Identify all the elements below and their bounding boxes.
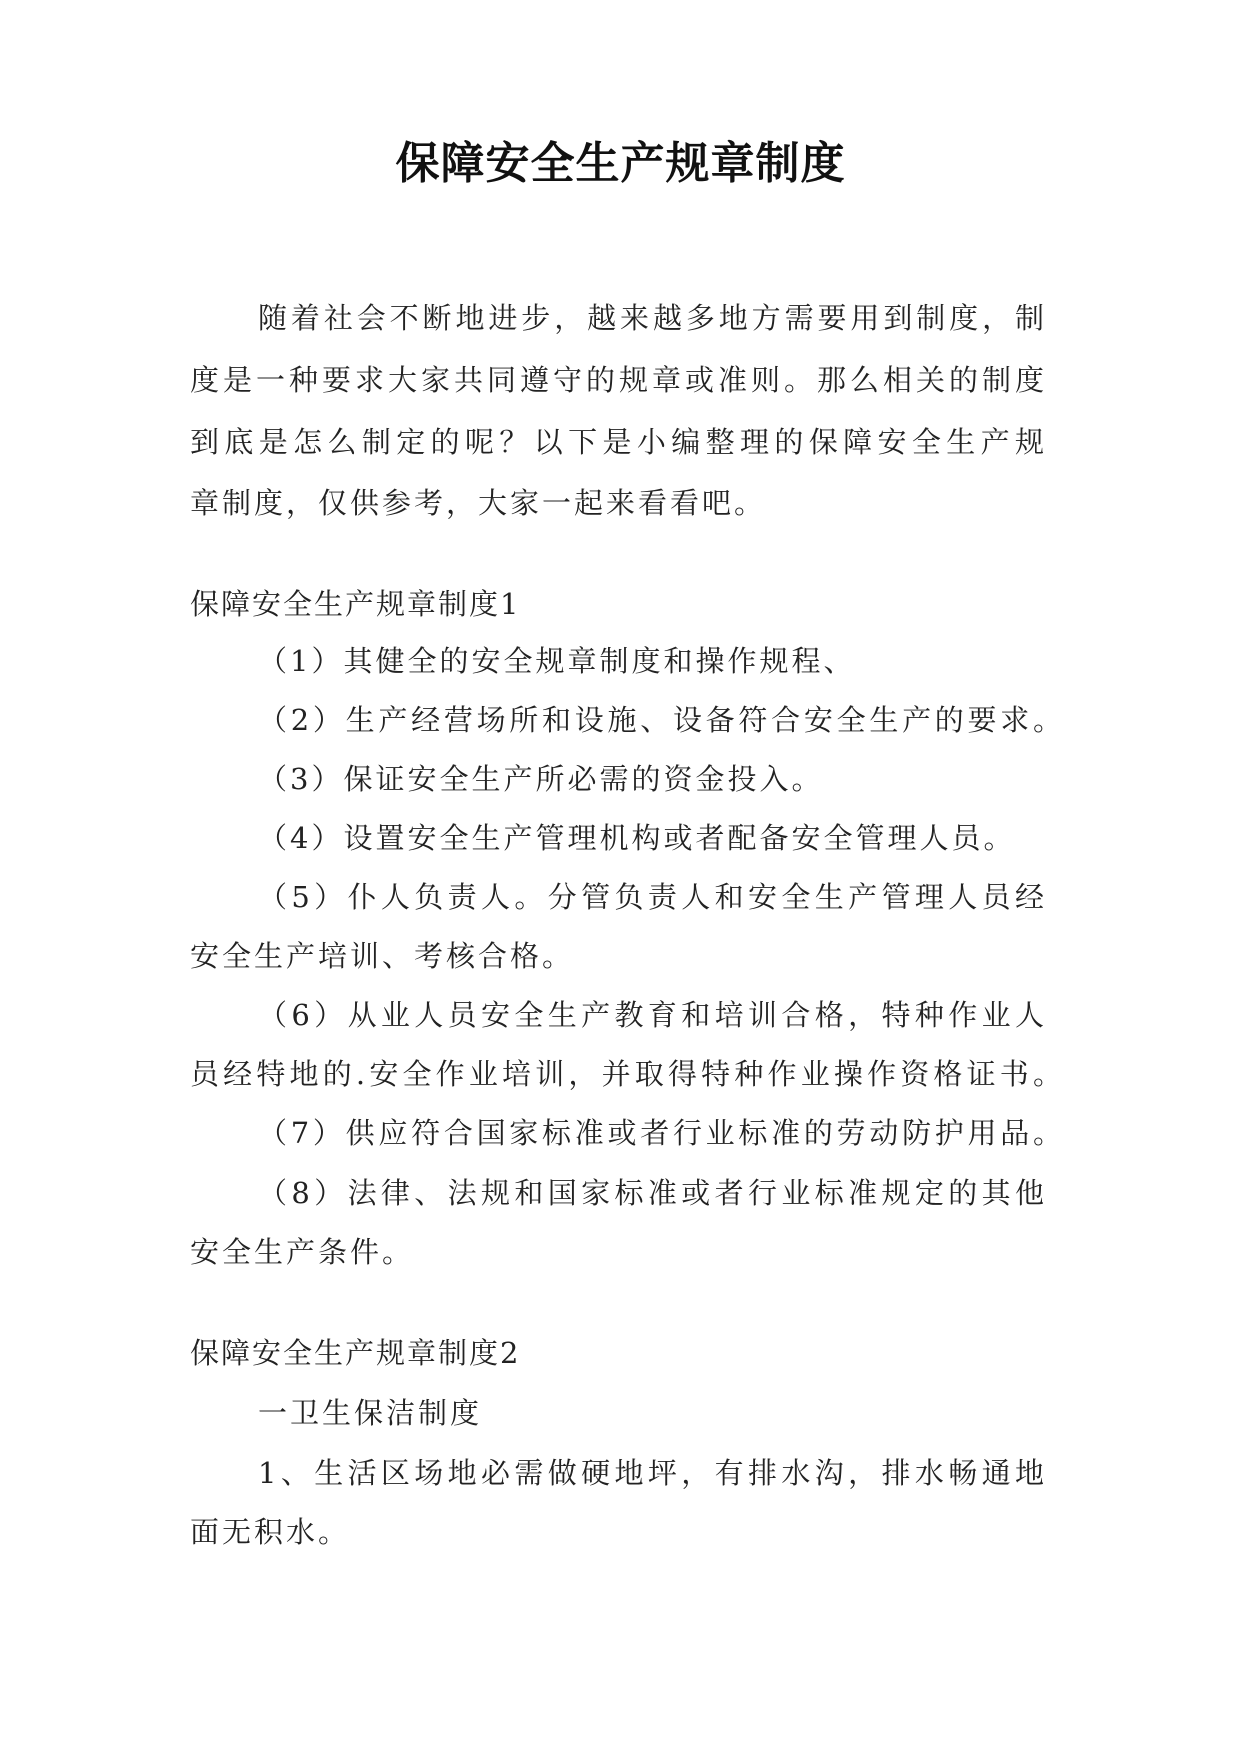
paragraph-line: （4）设置安全生产管理机构或者配备安全管理人员。 <box>258 821 1016 855</box>
section-heading: 保障安全生产规章制度1 <box>190 587 521 621</box>
section-heading: 保障安全生产规章制度2 <box>190 1336 521 1370</box>
paragraph-line: 安全生产培训、考核合格。 <box>190 939 575 973</box>
intro-line: 度是一种要求大家共同遵守的规章或准则。那么相关的制度 <box>190 363 1045 397</box>
paragraph-line: （5）仆人负责人。分管负责人和安全生产管理人员经 <box>258 880 1045 914</box>
paragraph-line: （3）保证安全生产所必需的资金投入。 <box>258 762 824 796</box>
intro-line: 随着社会不断地进步，越来越多地方需要用到制度，制 <box>258 301 1045 335</box>
paragraph-line: （1）其健全的安全规章制度和操作规程、 <box>258 644 856 678</box>
paragraph-line: 员经特地的.安全作业培训，并取得特种作业操作资格证书。 <box>190 1057 1063 1091</box>
paragraph-line: （7）供应符合国家标准或者行业标准的劳动防护用品。 <box>258 1116 1063 1150</box>
paragraph-line: （6）从业人员安全生产教育和培训合格，特种作业人 <box>258 998 1045 1032</box>
paragraph-line: 安全生产条件。 <box>190 1235 415 1269</box>
intro-line: 到底是怎么制定的呢？以下是小编整理的保障安全生产规 <box>190 425 1045 459</box>
paragraph-line: （8）法律、法规和国家标准或者行业标准规定的其他 <box>258 1176 1045 1210</box>
paragraph-line: 面无积水。 <box>190 1515 351 1549</box>
document-title: 保障安全生产规章制度 <box>395 138 846 189</box>
paragraph-line: （2）生产经营场所和设施、设备符合安全生产的要求。 <box>258 703 1063 737</box>
paragraph-line: 1、生活区场地必需做硬地坪，有排水沟，排水畅通地 <box>258 1456 1045 1490</box>
intro-line: 章制度，仅供参考，大家一起来看看吧。 <box>190 486 767 520</box>
paragraph-line: 一卫生保洁制度 <box>258 1396 483 1430</box>
